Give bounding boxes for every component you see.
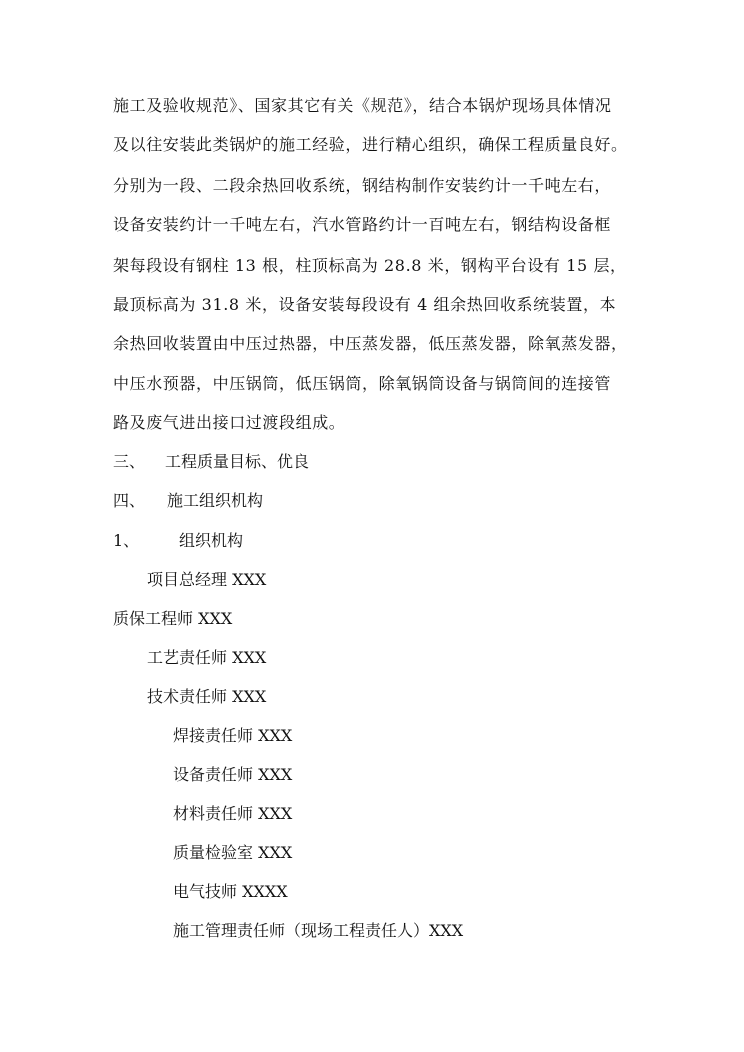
paragraph-line: 架每段设有钢柱 13 根，柱顶标高为 28.8 米，钢构平台设有 15 层， [113,256,627,275]
org-line-electrician: 电气技师 XXXX [173,882,288,901]
org-line-project-manager: 项目总经理 XXX [147,570,267,589]
section-number: 三、 [113,452,146,471]
paragraph-line: 中压水预器，中压锅筒，低压锅筒，除氧锅筒设备与锅筒间的连接管 [113,374,612,393]
org-line-materials-engineer: 材料责任师 XXX [173,804,293,823]
org-line-construction-manager: 施工管理责任师（现场工程责任人）XXX [173,921,464,940]
section-title: 组织机构 [179,531,244,550]
section-heading-org-structure [113,531,243,551]
section-heading-quality-goal [113,452,309,472]
org-line-welding-engineer: 焊接责任师 XXX [173,726,293,745]
paragraph-line: 路及废气进出接口过渡段组成。 [113,413,346,432]
paragraph-line: 最顶标高为 31.8 米，设备安装每段设有 4 组余热回收系统装置，本 [113,295,617,314]
paragraph-line: 及以往安装此类锅炉的施工经验，进行精心组织，确保工程质量良好。 [113,135,628,154]
org-line-qa-engineer: 质保工程师 XXX [113,609,233,628]
paragraph-line: 余热回收装置由中压过热器，中压蒸发器，低压蒸发器，除氧蒸发器， [113,334,628,353]
section-heading-organization [113,491,263,511]
paragraph-line: 施工及验收规范》、国家其它有关《规范》，结合本锅炉现场具体情况 [113,96,612,115]
org-line-technical-engineer: 技术责任师 XXX [147,687,267,706]
org-line-quality-lab: 质量检验室 XXX [173,843,293,862]
section-title: 施工组织机构 [167,491,264,510]
section-number: 四、 [113,491,146,510]
section-title: 工程质量目标、优良 [165,452,310,471]
org-line-process-engineer: 工艺责任师 XXX [147,648,267,667]
paragraph-line: 设备安装约计一千吨左右，汽水管路约计一百吨左右，钢结构设备框 [113,215,612,234]
section-number: 1、 [113,531,140,550]
org-line-equipment-engineer: 设备责任师 XXX [173,765,293,784]
paragraph-line: 分别为一段、二段余热回收系统，钢结构制作安装约计一千吨左右， [113,176,612,195]
